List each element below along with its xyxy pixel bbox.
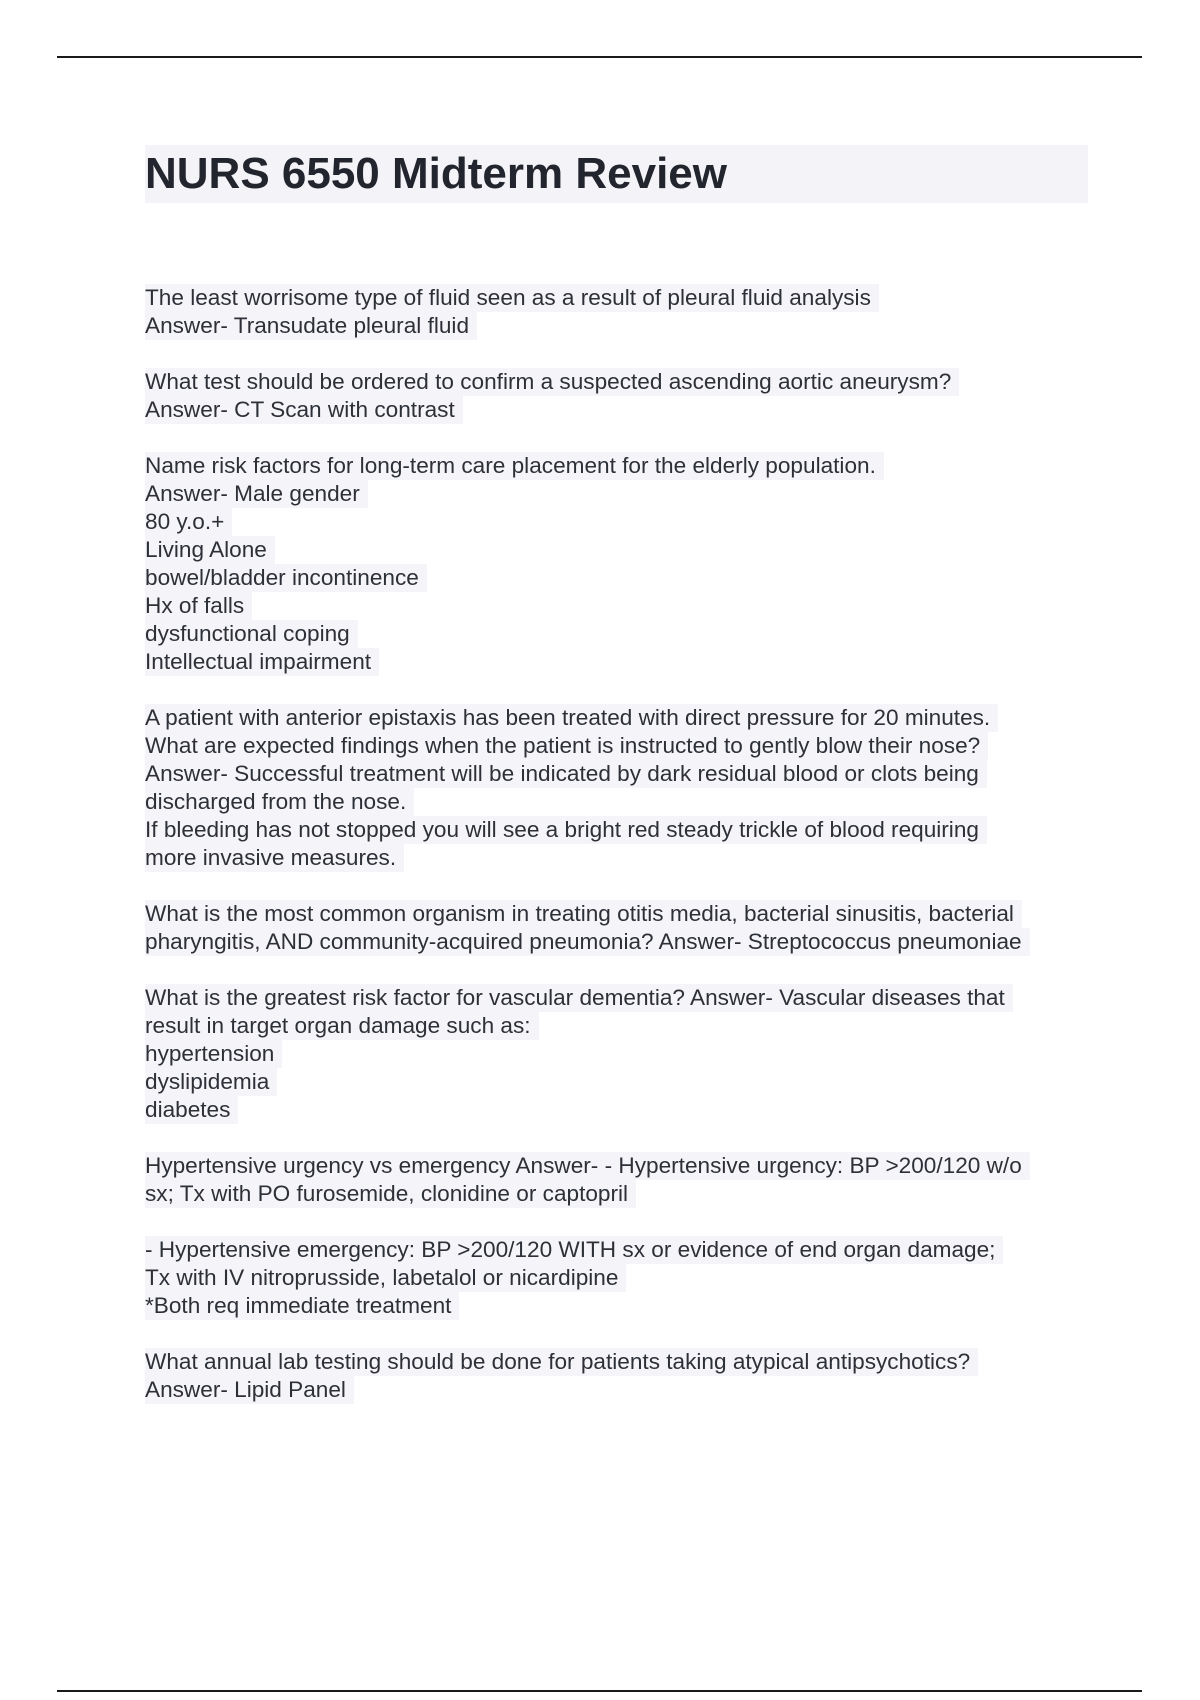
qa-question-line: What is the most common organism in treating otitis media, bacterial sinusitis, bacterial [145, 900, 1022, 928]
qa-entry [145, 900, 1095, 956]
qa-text-line: Hx of falls [145, 592, 252, 620]
qa-question-line: What test should be ordered to confirm a suspected ascending aortic aneurysm? [145, 368, 959, 396]
qa-text-line: result in target organ damage such as: [145, 1012, 539, 1040]
bottom-rule [57, 1690, 1142, 1692]
qa-text-line: hypertension [145, 1040, 282, 1068]
qa-entry [145, 1348, 1095, 1404]
qa-text-line: pharyngitis, AND community-acquired pneumonia? Answer- Streptococcus pneumoniae [145, 928, 1030, 956]
qa-text-line: Intellectual impairment [145, 648, 379, 676]
qa-question-line: What annual lab testing should be done for patients taking atypical antipsychotics? [145, 1348, 978, 1376]
review-content [145, 284, 1095, 1432]
qa-text-line: dysfunctional coping [145, 620, 358, 648]
qa-entry [145, 704, 1095, 872]
page-title: NURS 6550 Midterm Review [145, 149, 727, 198]
qa-entry [145, 284, 1095, 340]
qa-entry [145, 452, 1095, 676]
qa-text-line: bowel/bladder incontinence [145, 564, 427, 592]
qa-text-line: Answer- Successful treatment will be indicated by dark residual blood or clots being [145, 760, 987, 788]
qa-text-line: dyslipidemia [145, 1068, 277, 1096]
qa-text-line: 80 y.o.+ [145, 508, 232, 536]
top-rule [57, 56, 1142, 58]
qa-text-line: Answer- Male gender [145, 480, 368, 508]
qa-entry [145, 1236, 1095, 1320]
qa-question-line: The least worrisome type of fluid seen as a result of pleural fluid analysis [145, 284, 879, 312]
qa-question-line: Hypertensive urgency vs emergency Answer- - Hypertensive urgency: BP >200/120 w/o [145, 1152, 1030, 1180]
qa-entry [145, 984, 1095, 1124]
qa-question-line: What is the greatest risk factor for vascular dementia? Answer- Vascular diseases that [145, 984, 1013, 1012]
qa-text-line: Answer- Transudate pleural fluid [145, 312, 477, 340]
qa-entry [145, 1152, 1095, 1208]
qa-text-line: diabetes [145, 1096, 238, 1124]
qa-text-line: Answer- Lipid Panel [145, 1376, 354, 1404]
qa-text-line: *Both req immediate treatment [145, 1292, 459, 1320]
qa-text-line: Answer- CT Scan with contrast [145, 396, 463, 424]
qa-text-line: Tx with IV nitroprusside, labetalol or nicardipine [145, 1264, 626, 1292]
qa-text-line: sx; Tx with PO furosemide, clonidine or captopril [145, 1180, 636, 1208]
qa-question-line: - Hypertensive emergency: BP >200/120 WITH sx or evidence of end organ damage; [145, 1236, 1003, 1264]
qa-entry [145, 368, 1095, 424]
qa-question-line: A patient with anterior epistaxis has been treated with direct pressure for 20 minutes. [145, 704, 998, 732]
qa-text-line: more invasive measures. [145, 844, 404, 872]
qa-text-line: discharged from the nose. [145, 788, 414, 816]
qa-text-line: What are expected findings when the patient is instructed to gently blow their nose? [145, 732, 988, 760]
qa-text-line: Living Alone [145, 536, 275, 564]
qa-question-line: Name risk factors for long-term care placement for the elderly population. [145, 452, 884, 480]
qa-text-line: If bleeding has not stopped you will see a bright red steady trickle of blood requiring [145, 816, 987, 844]
